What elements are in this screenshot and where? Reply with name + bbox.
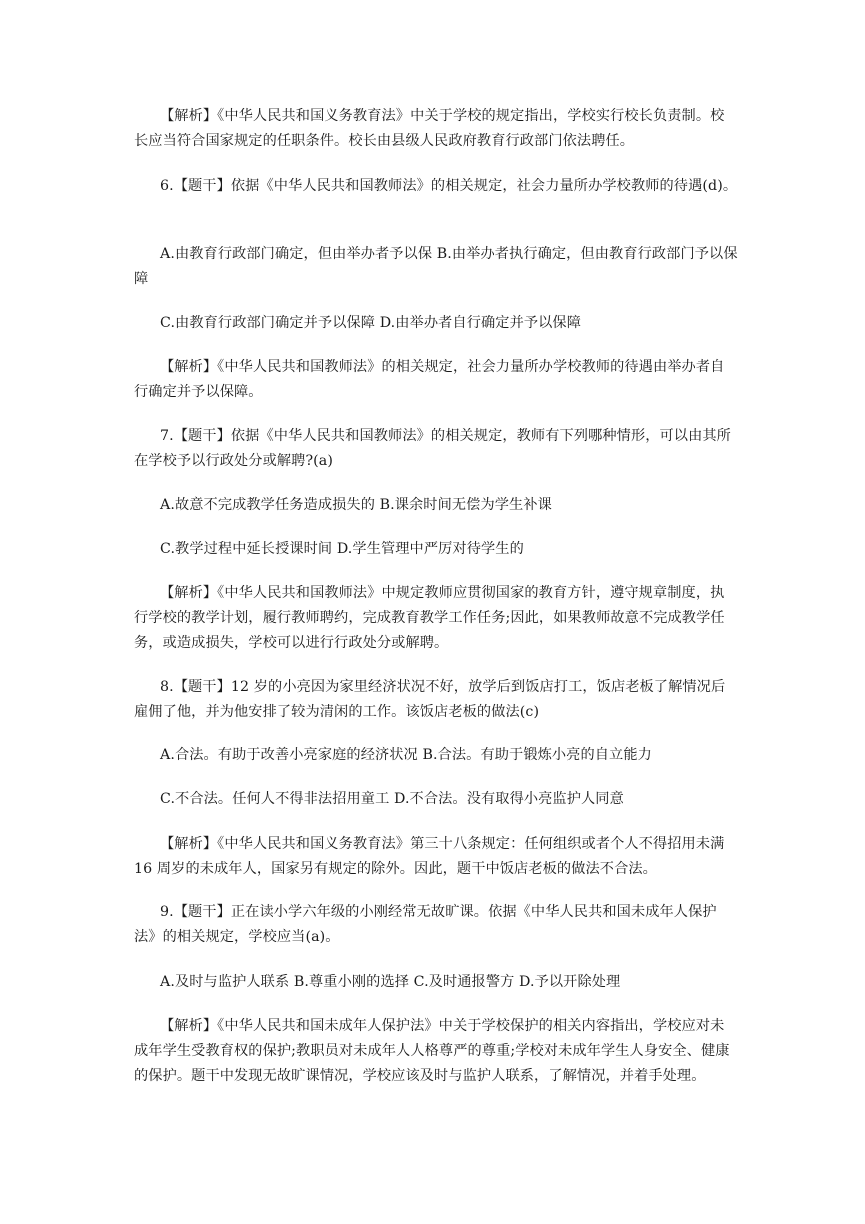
paragraph-analysis-8: 【解析】《中华人民共和国义务教育法》第三十八条规定：任何组织或者个人不得招用未满 16 周岁的未成年人，国家另有规定的除外。因此，题干中饭店老板的做法不合法。 (134, 836, 730, 877)
paragraph-options-7a: A.故意不完成教学任务造成损失的 B.课余时间无偿为学生补课 (160, 497, 552, 513)
paragraph-options-8a: A.合法。有助于改善小亮家庭的经济状况 B.合法。有助于锻炼小亮的自立能力 (160, 747, 652, 763)
paragraph-question-6: 6.【题干】依据《中华人民共和国教师法》的相关规定，社会力量所办学校教师的待遇(d)。 (160, 178, 738, 194)
paragraph-analysis-9: 【解析】《中华人民共和国未成年人保护法》中关于学校保护的相关内容指出，学校应对未成年学生受教育权的保护;教职员对未成年人人格尊严的尊重;学校对未成年学生人身安全、健康的保护。题干中发现无故旷课情况，学校应该及时与监护人联系，了解情况，并着手处理。 (134, 1018, 730, 1084)
paragraph-analysis-5: 【解析】《中华人民共和国义务教育法》中关于学校的规定指出，学校实行校长负责制。校长应当符合国家规定的任职条件。校长由县级人民政府教育行政部门依法聘任。 (134, 108, 725, 149)
paragraph-options-9: A.及时与监护人联系 B.尊重小刚的选择 C.及时通报警方 D.予以开除处理 (160, 974, 621, 990)
paragraph-options-6b: C.由教育行政部门确定并予以保障 D.由举办者自行确定并予以保障 (160, 315, 582, 331)
paragraph-analysis-6: 【解析】《中华人民共和国教师法》的相关规定，社会力量所办学校教师的待遇由举办者自行确定并予以保障。 (134, 359, 725, 400)
paragraph-options-7b: C.教学过程中延长授课时间 D.学生管理中严厉对待学生的 (160, 541, 524, 557)
paragraph-question-8: 8.【题干】12 岁的小亮因为家里经济状况不好，放学后到饭店打工，饭店老板了解情况后雇佣了他，并为他安排了较为清闲的工作。该饭店老板的做法(c) (134, 679, 726, 720)
paragraph-question-7: 7.【题干】依据《中华人民共和国教师法》的相关规定，教师有下列哪种情形，可以由其所在学校予以行政处分或解聘?(a) (134, 428, 731, 469)
paragraph-question-9: 9.【题干】正在读小学六年级的小刚经常无故旷课。依据《中华人民共和国未成年人保护法》的相关规定，学校应当(a)。 (134, 904, 717, 945)
paragraph-options-8b: C.不合法。任何人不得非法招用童工 D.不合法。没有取得小亮监护人同意 (160, 791, 624, 807)
paragraph-analysis-7: 【解析】《中华人民共和国教师法》中规定教师应贯彻国家的教育方针，遵守规章制度，执行学校的教学计划，履行教师聘约，完成教育教学工作任务;因此，如果教师故意不完成教学任务，或造成损失，学校可以进行行政处分或解聘。 (134, 585, 725, 651)
paragraph-options-6a: A.由教育行政部门确定，但由举办者予以保 B.由举办者执行确定，但由教育行政部门予以保障 (134, 246, 738, 287)
